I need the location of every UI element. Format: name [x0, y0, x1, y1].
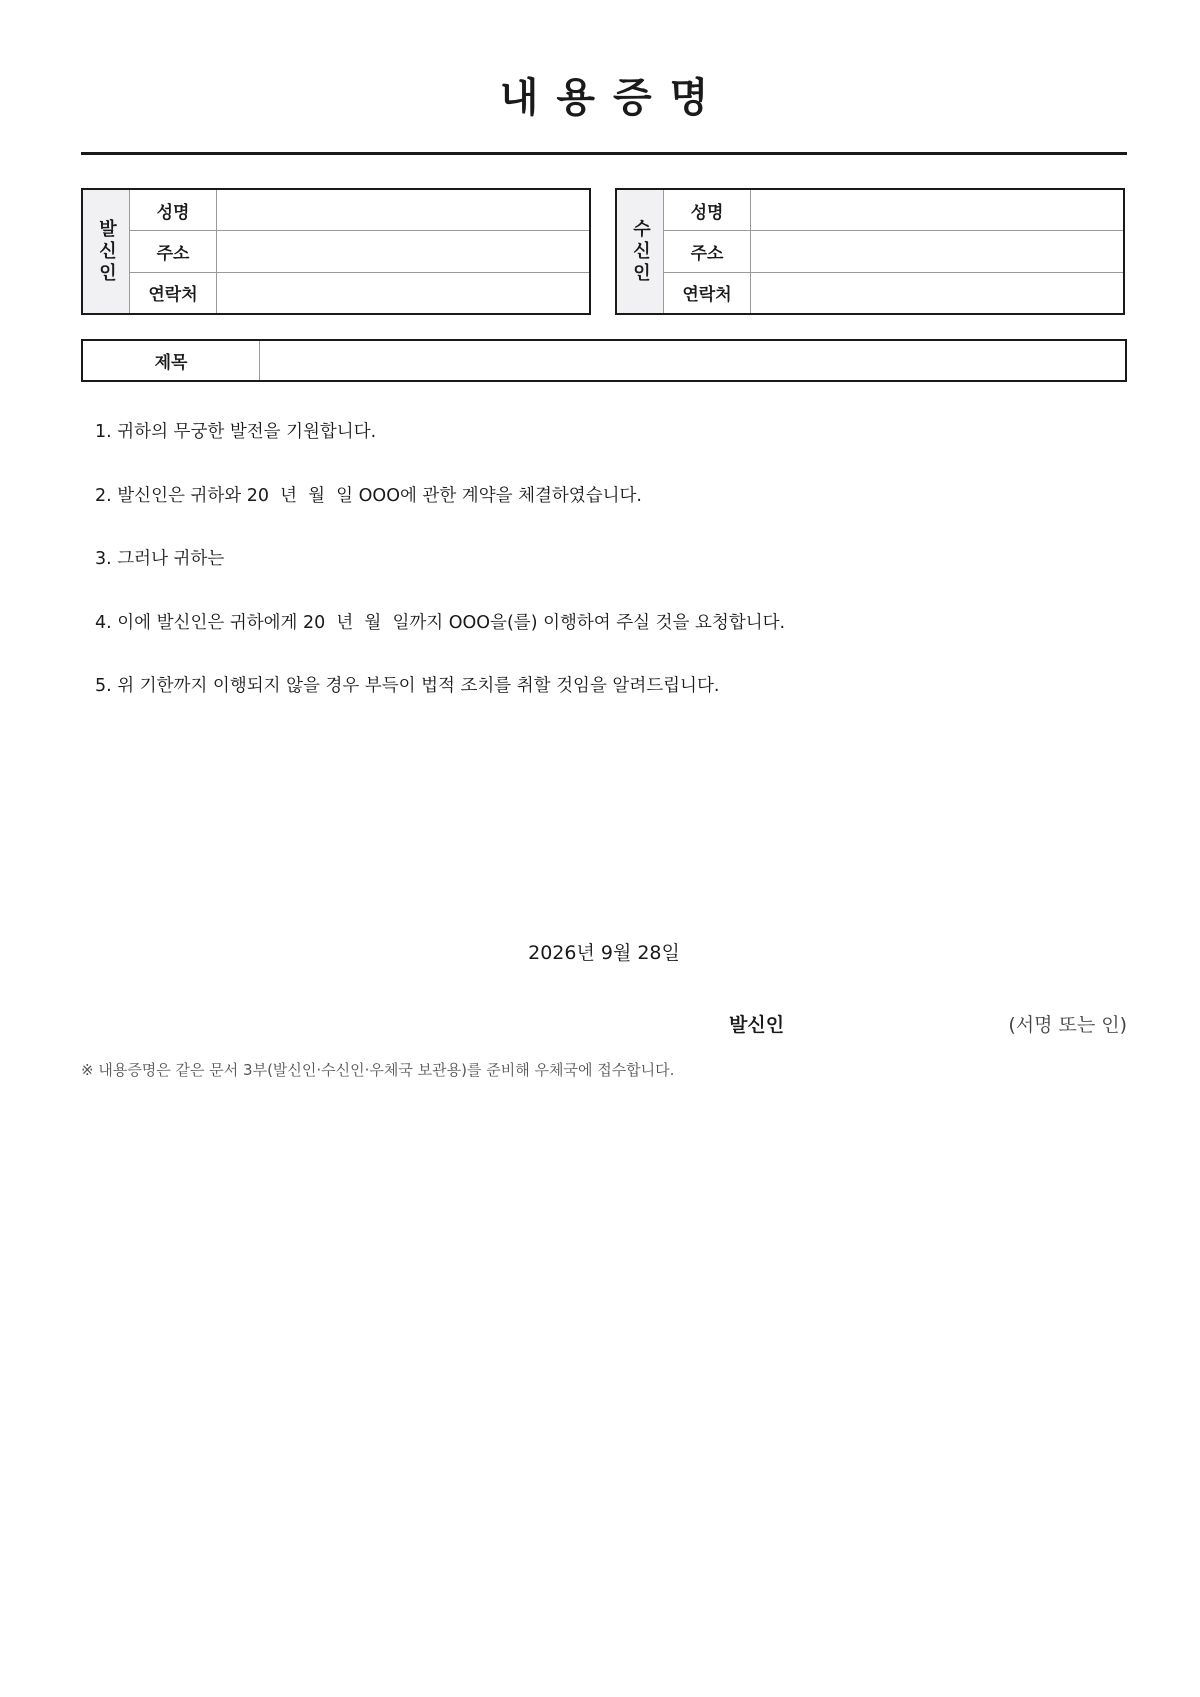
paragraph-2: 2. 발신인은 귀하와 20 년 월 일 OOO에 관한 계약을 체결하였습니다.: [95, 485, 642, 506]
receiver-info-table: [615, 188, 1125, 315]
sender-contact-label: 연락처: [130, 273, 217, 313]
subject-field[interactable]: [260, 341, 1125, 380]
sender-address-field[interactable]: [217, 231, 589, 271]
signature-label: 발신인: [729, 1014, 785, 1036]
receiver-address-label: 주소: [664, 231, 751, 271]
sender-address-label: 주소: [130, 231, 217, 271]
sender-name-field[interactable]: [217, 190, 589, 230]
document-title: 내용증명: [499, 75, 727, 121]
sender-address-row: [130, 231, 589, 272]
sender-contact-field[interactable]: [217, 273, 589, 313]
receiver-name-field[interactable]: [751, 190, 1123, 230]
sender-contact-row: [130, 273, 589, 313]
sender-rows: [130, 190, 589, 313]
paragraph-5: 5. 위 기한까지 이행되지 않을 경우 부득이 법적 조치를 취할 것임을 알려드립니다.: [95, 676, 720, 696]
receiver-contact-field[interactable]: [751, 273, 1123, 313]
subject-table: [81, 339, 1127, 382]
body-paragraphs: [95, 418, 1115, 736]
paragraph-4: 4. 이에 발신인은 귀하에게 20 년 월 일까지 OOO을(를) 이행하여 주실 것을 요청합니다.: [95, 612, 786, 633]
receiver-contact-label: 연락처: [664, 273, 751, 313]
signature-note: (서명 또는 인): [1008, 1014, 1127, 1036]
receiver-role-cell: [617, 190, 664, 313]
sender-role-cell: [83, 190, 130, 313]
subject-label: 제목: [83, 341, 260, 380]
receiver-address-field[interactable]: [751, 231, 1123, 271]
title-divider: [81, 152, 1127, 155]
document-date: 2026년 9월 28일: [528, 942, 680, 964]
receiver-rows: [664, 190, 1123, 313]
sender-name-row: [130, 190, 589, 231]
paragraph-3: 3. 그러나 귀하는: [95, 549, 225, 569]
receiver-address-row: [664, 231, 1123, 272]
receiver-name-label: 성명: [664, 190, 751, 230]
footnote: ※ 내용증명은 같은 문서 3부(발신인·수신인·우체국 보관용)를 준비해 우체국에 접수합니다.: [81, 1061, 675, 1079]
receiver-contact-row: [664, 273, 1123, 313]
sender-name-label: 성명: [130, 190, 217, 230]
receiver-name-row: [664, 190, 1123, 231]
paragraph-1: 1. 귀하의 무궁한 발전을 기원합니다.: [95, 422, 377, 442]
receiver-role-label: 수신인: [630, 218, 651, 285]
sender-role-label: 발신인: [96, 218, 117, 285]
sender-info-table: [81, 188, 591, 315]
